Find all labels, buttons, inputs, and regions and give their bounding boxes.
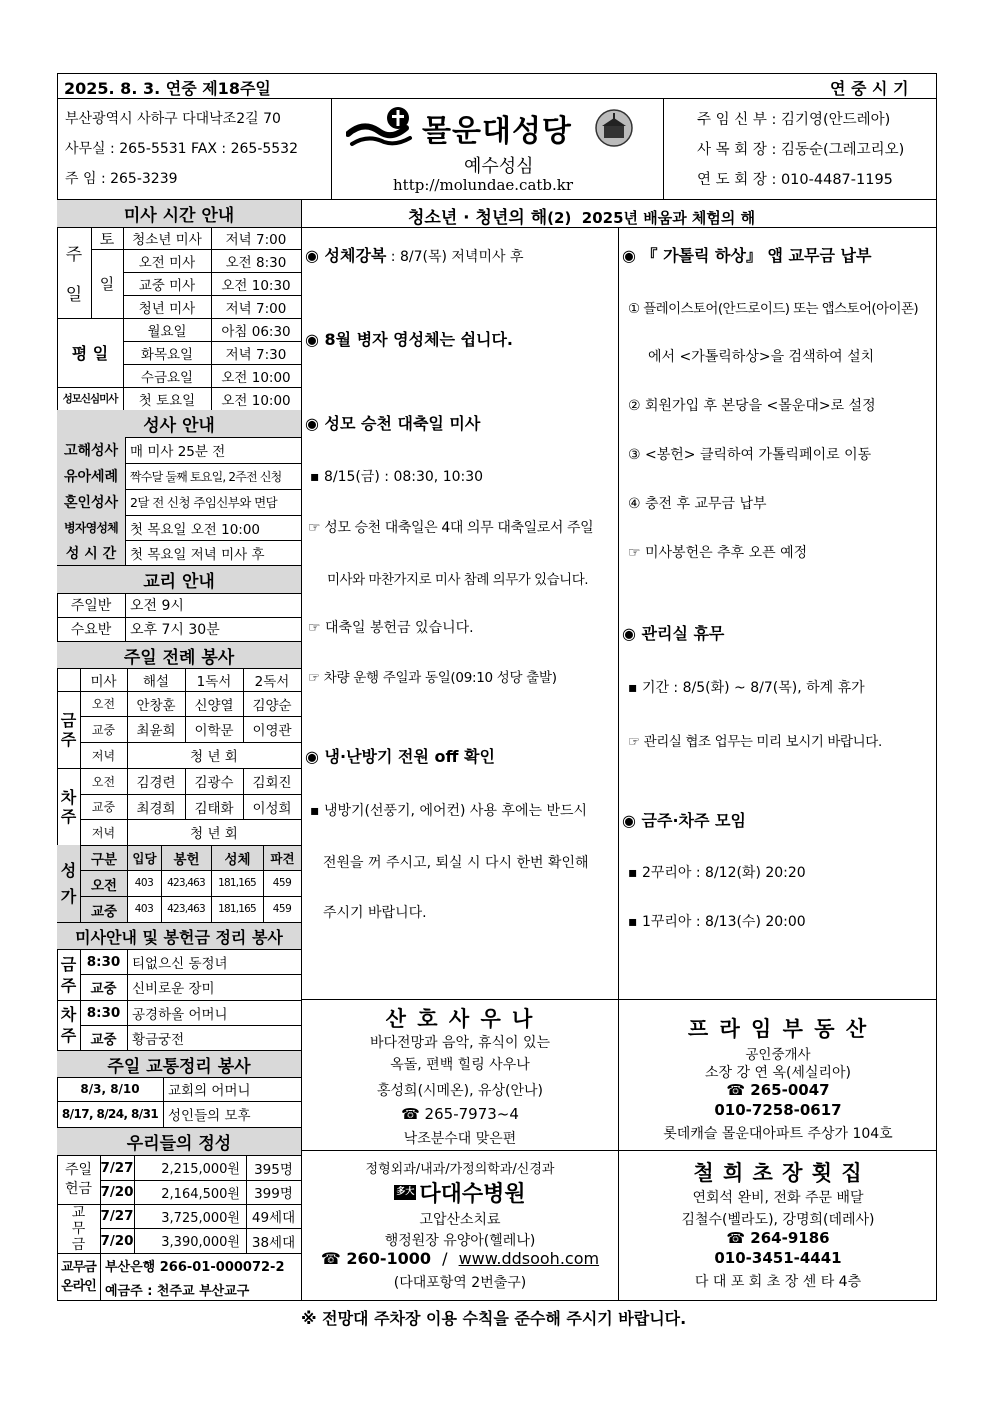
offering-next-week: 차주 [60,1005,77,1045]
notice-app-line: ☞ 미사봉헌은 추후 오픈 예정 [628,545,808,561]
sunday-offering-label: 주일헌금 [64,1161,93,1197]
traffic-group: 성인들의 모후 [168,1108,251,1124]
date-line: 2025. 8. 3. 연중 제18주일 [64,79,271,98]
liturgy-col-mass: 미사 [90,673,117,690]
footer-notice: ※ 전망대 주차장 이용 수칙을 준수해 주시기 바랍니다. [301,1309,687,1328]
offering-time: 8:30 [86,953,121,970]
ad-realty-address: 롯데캐슬 몰운대아파트 주상가 104호 [663,1126,893,1142]
choir-offertory: 423,463 [167,877,205,889]
ad-hospital-phone: ☎ 260-1000 [320,1249,431,1268]
offering-date: 7/20 [100,1184,134,1200]
ad-realty [619,1000,937,1150]
ad-sauna-line: 홍성희(시메온), 유상(안나) [377,1083,543,1099]
day-label: 일 [99,275,115,293]
catechism-title: 교리 안내 [57,566,301,593]
liturgy-col-reading1: 1독서 [196,673,232,690]
ad-hospital-separator: / [442,1249,448,1268]
notice-meetings-line: ▪ 2꾸리아 : 8/12(화) 20:20 [628,865,806,881]
choir-header: 구분 [81,846,127,870]
catechism-label: 수요반 [70,622,112,638]
sacrament-label: 병자영성체 [57,515,125,540]
ad-restaurant-phone: ☎ 264-9186 [726,1229,830,1247]
notice-app-line: 에서 <가톨릭하상>을 검색하여 설치 [648,349,875,365]
ad-realty-line: 소장 강 연 옥(세실리아) [705,1065,851,1081]
notice-aircon-line: ▪ 냉방기(선풍기, 에어컨) 사용 후에는 반드시 [310,803,588,819]
sacraments-title: 성사 안내 [57,410,301,437]
church-url[interactable]: http://molundae.catb.kr [393,176,574,194]
dues-amount: 3,390,000원 [161,1235,240,1250]
ad-sauna-phone: ☎ 265-7973~4 [401,1105,519,1123]
offering-time: 교중 [90,981,117,997]
ad-hospital-contact-row [302,1249,618,1268]
notice-assumption-line: 미사와 마찬가지로 미사 참례 의무가 있습니다. [327,572,589,588]
weekday-label: 평 일 [71,344,109,363]
catechism-label: 주일반 [70,598,112,614]
weekday-row-name: 화목요일 [140,346,194,363]
marian-mass-time: 오전 10:00 [221,392,291,409]
ad-hospital-website[interactable]: www.ddsooh.com [458,1249,600,1268]
offering-this-week: 금주 [60,954,77,995]
sunday-label-ju: 주 [65,244,83,265]
church-name: 몰운대성당 [422,114,572,149]
choir-header: 봉헌 [162,846,211,870]
residence-phone: 주 임 : 265-3239 [65,171,178,187]
offering-count: 395명 [254,1161,293,1178]
dues-label: 교무금 [71,1204,86,1253]
sacrament-value: 짝수달 둘째 토요일, 2주전 신청 [130,469,282,484]
notice-assumption-time: ▪ 8/15(금) : 08:30, 10:30 [310,469,484,485]
ad-restaurant-mobile: 010-3451-4441 [714,1249,842,1267]
dues-count: 49세대 [251,1210,296,1226]
contact-info: 연 도 회 장 : 010-4487-1195 [697,172,893,188]
offering-count: 399명 [254,1186,293,1202]
liturgy-commentator: 안창훈 [136,697,176,714]
traffic-group: 교회의 어머니 [168,1083,251,1099]
mass-row-time: 오전 8:30 [225,254,287,271]
liturgy-reader2: 김회진 [252,775,292,791]
ad-sauna-line: 낙조분수대 맞은편 [403,1131,517,1147]
ad-restaurant-name: 철 희 초 장 횟 집 [693,1161,863,1185]
sacrament-label: 성 시 간 [57,540,125,565]
choir-row-type: 오전 [81,871,127,896]
dues-date: 7/20 [100,1232,134,1249]
ad-hospital-departments: 정형외과/내과/가정의학과/신경과 [365,1162,555,1177]
catechism-value: 오전 9시 [130,598,184,614]
choir-offertory: 423,463 [167,903,205,915]
liturgy-reader2: 이영관 [252,723,292,739]
notice-meetings-title: ◉ 금주·차주 모임 [622,811,746,830]
mass-times-title: 미사 시간 안내 [57,200,301,227]
liturgy-reader2: 이성희 [252,800,292,817]
ad-realty-name: 프 라 임 부 동 산 [687,1017,869,1041]
liturgy-mass: 오전 [91,697,116,711]
weekday-row-name: 수금요일 [140,369,194,386]
liturgy-commentator: 최경희 [136,800,176,817]
notice-app-title: ◉ 『 가톨릭 하상』 앱 교무금 납부 [622,246,872,265]
mass-row-time: 저녁 7:00 [225,300,287,317]
theme-banner: 청소년 · 청년의 해(2) 2025년 배움과 체험의 해 [408,208,756,228]
liturgy-reader1: 김태화 [194,800,234,817]
notice-app-line: ③ <봉헌> 클릭하여 가톨릭페이로 이동 [628,447,872,463]
notice-app-line: ② 회원가입 후 본당을 <몰운대>로 설정 [628,398,876,414]
notice-sick-communion: ◉ 8월 병자 영성체는 쉽니다. [305,330,514,349]
offering-date: 7/27 [100,1159,134,1176]
liturgy-mass: 저녁 [91,825,116,840]
ad-hospital-name-row [302,1177,618,1208]
sacrament-value: 매 미사 25분 전 [130,444,226,460]
liturgy-col-reading2: 2독서 [254,673,290,690]
dues-count: 38세대 [251,1234,296,1251]
notice-aircon-line: 주시기 바랍니다. [323,905,427,921]
liturgy-reader1: 신양열 [194,697,234,714]
liturgy-col-commentary: 해설 [142,673,170,690]
offering-time: 교중 [90,1031,117,1048]
liturgy-mass: 저녁 [91,748,116,763]
liturgy-reader1: 김광수 [194,775,234,791]
sacrament-value: 첫 목요일 저녁 미사 후 [130,546,265,563]
marian-mass-name: 첫 토요일 [138,392,196,409]
ad-hospital-line: (다대포항역 2번출구) [393,1275,527,1291]
weekday-row-time: 오전 10:00 [221,369,291,386]
offering-amount: 2,215,000원 [161,1162,240,1177]
mass-row-name: 오전 미사 [138,254,196,271]
notice-assumption-line: ☞ 대축일 봉헌금 있습니다. [308,620,474,636]
church-address: 부산광역시 사하구 다대낙조2길 70 [65,111,281,127]
sacrament-value: 2달 전 신청 주임신부와 면담 [130,495,278,510]
offering-time: 8:30 [86,1004,121,1021]
pastor-info: 주 임 신 부 : 김기영(안드레아) [697,112,891,128]
mass-row-name: 청소년 미사 [132,232,202,248]
weekday-row-time: 아침 06:30 [221,323,291,340]
ad-sauna-name: 산 호 사 우 나 [385,1007,535,1031]
ad-hospital-name: 다대수병원 [419,1182,526,1207]
season-label: 연 중 시 기 [830,79,909,98]
offering-group: 공경하올 어머니 [132,1006,228,1023]
sacrament-label: 혼인성사 [57,489,125,515]
liturgy-mass: 교중 [91,800,116,814]
choir-entrance: 403 [134,877,154,889]
offering-group: 신비로운 장미 [132,981,215,997]
catechism-value: 오후 7시 30분 [130,622,220,638]
choir-label: 성가 [57,845,80,922]
sacrament-label: 고해성사 [57,437,125,463]
liturgy-evening-group: 청 년 회 [190,826,238,842]
choir-recessional: 459 [272,903,292,915]
weekday-row-name: 월요일 [147,323,187,340]
ad-realty-mobile: 010-7258-0617 [714,1101,842,1119]
offering-group: 황금궁전 [132,1031,185,1048]
notice-office-closed-title: ◉ 관리실 휴무 [622,624,725,643]
choir-header: 성체 [212,846,263,870]
ad-hospital [302,1151,618,1301]
offering-amount: 2,164,500원 [161,1186,240,1202]
ad-hospital-line: 행정원장 유양아(헬레나) [384,1233,536,1249]
notice-assumption-title: ◉ 성모 승천 대축일 미사 [305,414,481,433]
mass-row-name: 교중 미사 [138,277,196,294]
online-bank-account: 부산은행 266-01-000072-2 [105,1259,285,1275]
mass-row-time: 오전 10:30 [221,277,291,294]
ad-hospital-line: 고압산소치료 [419,1212,501,1228]
hospital-logo-icon: 多大 [394,1185,416,1200]
notice-app-line: ④ 충전 후 교무금 납부 [628,496,767,512]
liturgy-title: 주일 전례 봉사 [57,642,301,668]
offering-service-title: 미사안내 및 봉헌금 정리 봉사 [57,923,301,949]
ad-restaurant-line: 연회석 완비, 전화 주문 배달 [692,1190,864,1206]
liturgy-mass: 오전 [91,774,116,789]
choir-header: 입당 [128,846,161,870]
choir-recessional: 459 [272,877,292,889]
ad-restaurant-line: 김철수(벨라도), 강명희(데레사) [681,1212,875,1228]
liturgy-reader2: 김양순 [252,697,292,714]
choir-entrance: 403 [134,903,154,915]
traffic-title: 주일 교통정리 봉사 [57,1051,301,1077]
ad-realty-line: 공인중개사 [745,1047,811,1063]
sunday-label-il: 일 [65,284,83,305]
notice-aircon-line: 전원을 꺼 주시고, 퇴실 시 다시 한번 확인해 [323,855,589,871]
choir-communion: 181,165 [218,877,256,889]
liturgy-commentator: 최윤희 [136,723,176,739]
dues-amount: 3,725,000원 [161,1210,240,1226]
offering-group: 티없으신 동정녀 [132,955,228,972]
liturgy-next-week: 차주 [60,787,77,826]
ad-sauna-line: 바다전망과 음악, 휴식이 있는 [369,1035,551,1051]
notice-app-line: ① 플레이스토어(안드로이드) 또는 앱스토어(아이폰) [628,301,919,317]
ad-realty-phone: ☎ 265-0047 [726,1081,830,1099]
offerings-title: 우리들의 정성 [57,1128,301,1155]
ad-sauna [302,1000,618,1150]
mass-row-name: 청년 미사 [138,300,196,317]
online-dues-label: 교무금온라인 [61,1260,96,1294]
office-phone: 사무실 : 265-5531 FAX : 265-5532 [65,141,298,157]
saturday-label: 토 [99,229,115,248]
church-building-icon [594,108,634,148]
liturgy-mass: 교중 [91,722,116,737]
traffic-dates: 8/17, 8/24, 8/31 [61,1107,159,1121]
notice-office-closed-line: ☞ 관리실 협조 업무는 미리 보시기 바랍니다. [628,734,882,750]
church-patron: 예수성심 [464,156,534,177]
liturgy-commentator: 김경련 [136,775,176,791]
sacrament-value: 첫 목요일 오전 10:00 [130,521,261,538]
sacrament-label: 유아세례 [57,463,125,489]
church-logo [346,104,418,150]
liturgy-this-week: 금주 [60,710,77,749]
notice-adoration: ◉ 성체강복 : 8/7(목) 저녁미사 후 [305,246,524,265]
notice-assumption-line: ☞ 성모 승천 대축일은 4대 의무 대축일로서 주일 [308,520,594,536]
council-info: 사 목 회 장 : 김동순(그레고리오) [697,142,905,158]
traffic-dates: 8/3, 8/10 [80,1082,140,1096]
notice-aircon-title: ◉ 냉·난방기 전원 off 확인 [305,747,495,766]
notice-office-closed-line: ▪ 기간 : 8/5(화) ~ 8/7(목), 하계 휴가 [628,680,865,696]
choir-communion: 181,165 [218,903,256,915]
marian-mass-label: 성모신심미사 [62,393,118,405]
weekday-row-time: 저녁 7:30 [225,346,287,363]
mass-row-time: 저녁 7:00 [225,232,287,248]
choir-row-type: 교중 [81,897,127,922]
online-account-holder: 예금주 : 천주교 부산교구 [105,1283,250,1299]
notice-assumption-line: ☞ 차량 운행 주일과 동일(09:10 성당 출발) [308,670,557,686]
dues-date: 7/27 [100,1208,134,1224]
ad-restaurant [619,1151,937,1301]
liturgy-reader1: 이학문 [194,723,234,739]
liturgy-evening-group: 청 년 회 [190,749,238,765]
ad-sauna-line: 옥돌, 편백 힐링 사우나 [390,1057,530,1073]
choir-header: 파견 [264,846,301,870]
notice-meetings-line: ▪ 1꾸리아 : 8/13(수) 20:00 [628,914,806,930]
ad-restaurant-address: 다 대 포 회 초 장 센 타 4층 [694,1274,862,1290]
